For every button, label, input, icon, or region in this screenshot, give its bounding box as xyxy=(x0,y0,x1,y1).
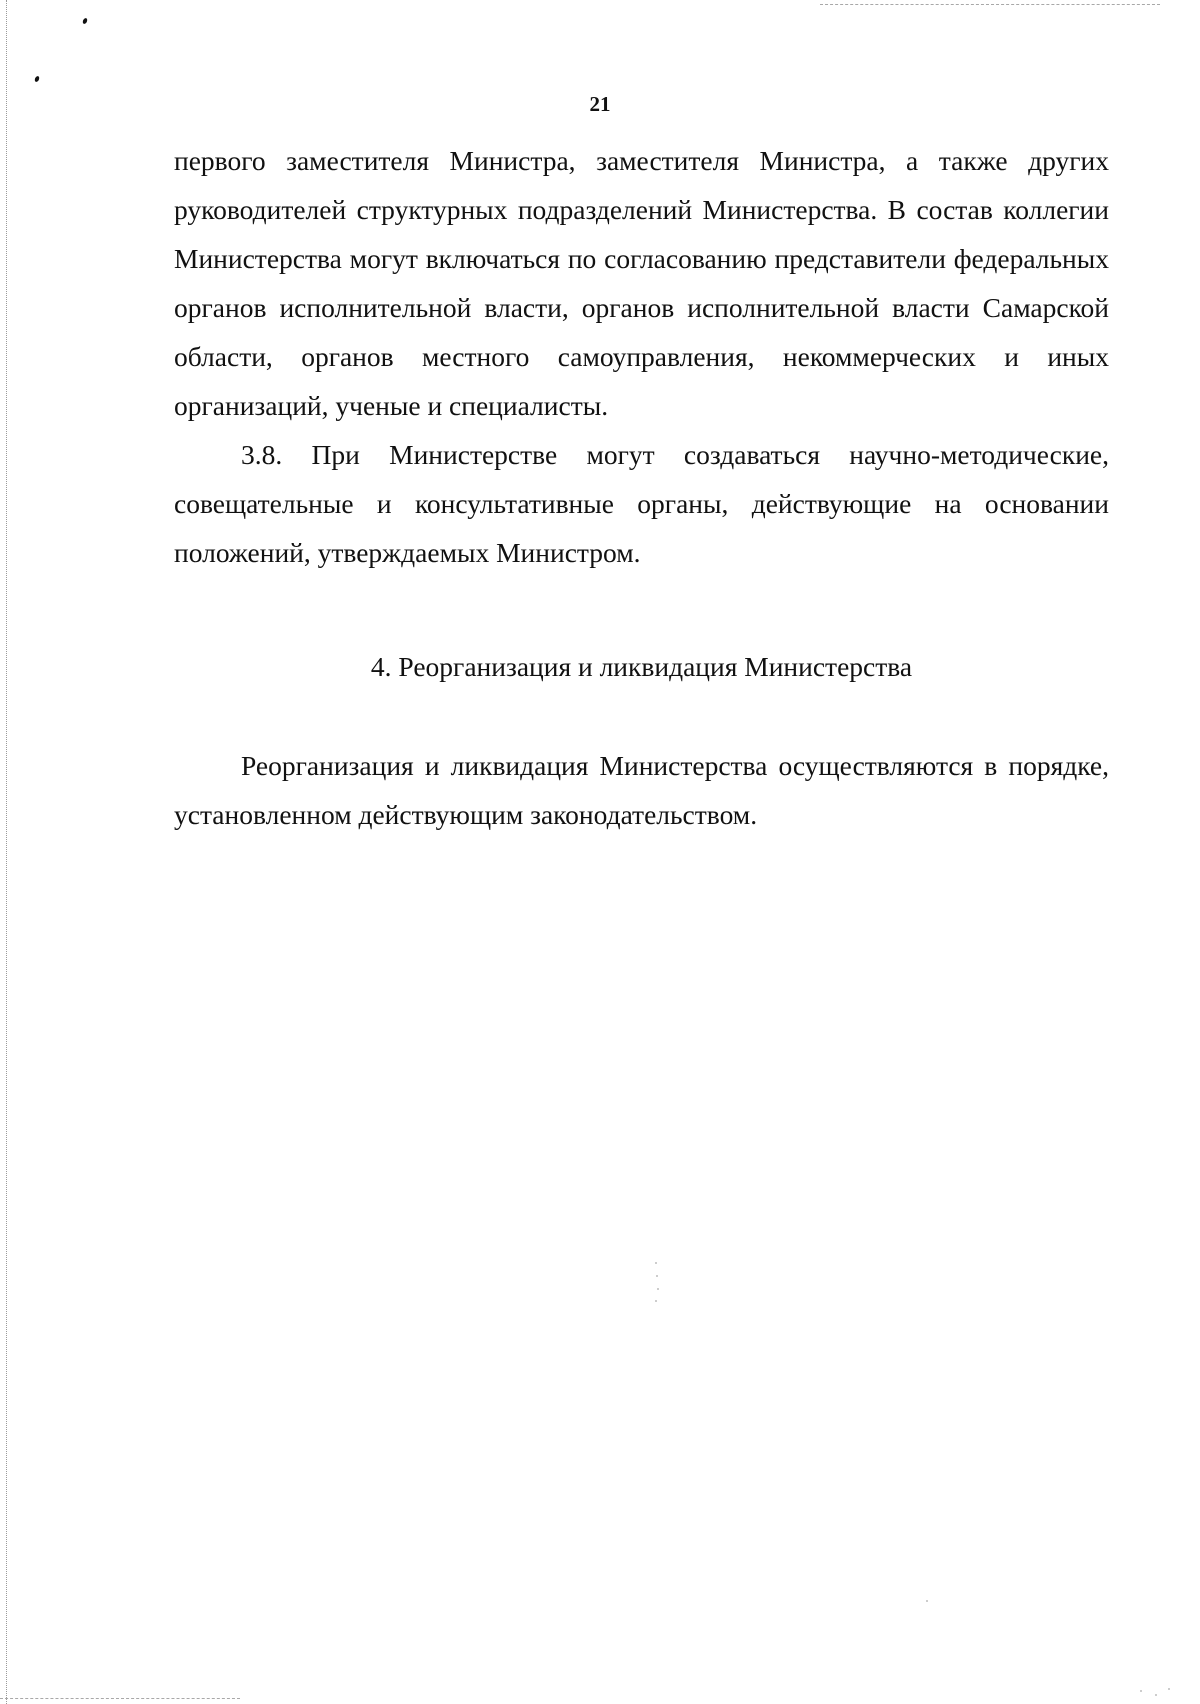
scan-noise xyxy=(1155,1694,1157,1696)
scan-noise xyxy=(1140,1690,1142,1692)
body-text xyxy=(174,136,1109,577)
paragraph-reorganization: Реорганизация и ликвидация Министерства осуществляются в порядке, установленном действующим законодательством. xyxy=(174,750,1109,830)
scan-left-edge xyxy=(6,0,7,1704)
paragraph-3-8: 3.8. При Министерстве могут создаваться научно-методические, совещательные и консультативные органы, действующие на основании положений, утверждаемых Министром. xyxy=(174,439,1109,568)
scan-noise xyxy=(1168,1688,1170,1690)
scan-noise xyxy=(657,1288,659,1290)
paragraph-collegium: первого заместителя Министра, заместителя Министра, а также других руководителей структурных подразделений Министерства. В состав коллегии Министерства могут включаться по согласованию представители федеральных органов исполнительной власти, органов исполнительной власти Самарской области, органов местного самоуправления, некоммерческих и иных организаций, ученые и специалисты. xyxy=(174,145,1109,421)
scan-noise xyxy=(655,1300,657,1302)
scan-speck xyxy=(82,17,88,24)
page-number: 21 xyxy=(589,92,611,116)
scan-top-edge xyxy=(820,4,1160,5)
scan-noise xyxy=(656,1275,658,1277)
section-body xyxy=(174,741,1109,839)
scan-noise xyxy=(926,1600,928,1602)
scan-bottom-edge xyxy=(0,1698,240,1699)
scan-speck xyxy=(34,75,40,82)
scan-noise xyxy=(655,1262,657,1264)
section-heading: 4. Реорганизация и ликвидация Министерства xyxy=(370,651,913,682)
